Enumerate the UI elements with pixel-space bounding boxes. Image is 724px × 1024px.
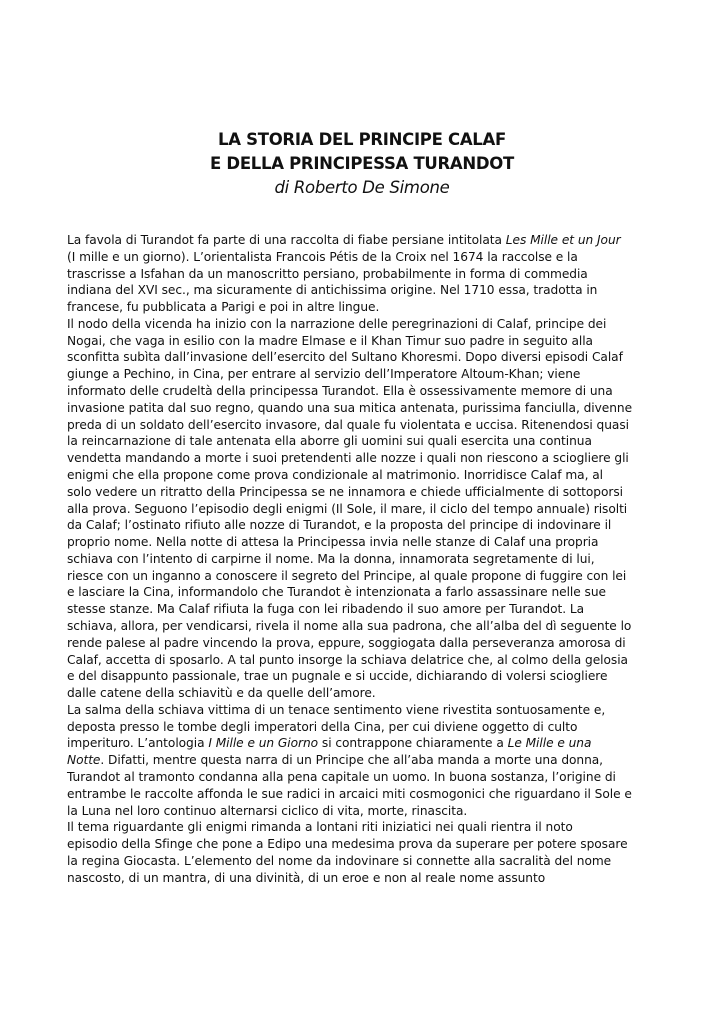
- text-run: entrambe le raccolte affonda le sue radici in arcaici miti cosmogonici che riguardano il Sole e: [67, 786, 632, 801]
- text-run: invasione patita dal suo regno, quando una sua mitica antenata, purissima fanciulla, divenne: [67, 400, 633, 415]
- text-run: sconfitta subìta dall’invasione dell’esercito del Sultano Khoresmi. Dopo diversi episodi Calaf: [67, 350, 623, 365]
- text-run: deposta presso le tombe degli imperatori della Cina, per cui diviene oggetto di culto: [67, 719, 578, 734]
- document-title-line-1: LA STORIA DEL PRINCIPE CALAF: [218, 130, 506, 149]
- text-line: [67, 668, 667, 685]
- text-run: stesse stanze. Ma Calaf rifiuta la fuga con lei ribadendo il suo amore per Turandot. La: [67, 602, 585, 617]
- text-run: preda di un soldato dell’esercito invasore, dal quale fu violentata e uccisa. Ritenendosi quasi: [67, 417, 629, 432]
- text-run: la Luna nel loro continuo alternarsi ciclico di vita, morte, rinascita.: [67, 803, 468, 818]
- text-line: [67, 249, 667, 266]
- text-run: si contrappone chiaramente a: [318, 736, 508, 751]
- text-run: solo vedere un ritratto della Principessa se ne innamora e chiede ufficialmente di sottoporsi: [67, 484, 623, 499]
- italic-title-run: Les Mille et un Jour: [505, 233, 621, 247]
- text-run: Turandot al tramonto condanna alla pena capitale un uomo. In buona sostanza, l’origine di: [67, 770, 616, 784]
- text-run: la regina Giocasta. L’elemento del nome da indovinare si connette alla sacralità del nome: [67, 853, 612, 868]
- text-run: e lasciare la Cina, informandolo che Turandot è intenzionata a farlo assassinare nelle sue: [67, 585, 606, 600]
- italic-title-run: Notte: [67, 753, 101, 768]
- text-line: [67, 853, 667, 870]
- text-run: e del disappunto passionale, trae un pugnale e si uccide, dichiarando di volersi sciogliere: [67, 669, 608, 684]
- text-run: vendetta mandando a morte i suoi pretendenti alle nozze i quali non riescono a sciogliere gli: [67, 451, 629, 466]
- text-run: giunge a Pechino, in Cina, per entrare al servizio dell’Imperatore Altoum-Khan; viene: [67, 367, 581, 382]
- text-line: [67, 232, 667, 249]
- text-line: [67, 769, 667, 786]
- paragraph: [67, 232, 667, 316]
- text-line: [67, 417, 667, 434]
- text-line: [67, 803, 667, 820]
- text-run: trascrisse a Isfahan da un manoscritto persiano, probabilmente in forma di commedia: [67, 266, 588, 281]
- text-line: [67, 383, 667, 400]
- text-line: [67, 719, 667, 736]
- text-line: [67, 501, 667, 518]
- text-run: alla prova. Seguono l’episodio degli enigmi (Il Sole, il mare, il ciclo del tempo annuale) risolti: [67, 501, 628, 516]
- text-run: proprio nome. Nella notte di attesa la Principessa invia nelle stanze di Calaf una propria: [67, 535, 599, 550]
- text-line: [67, 652, 667, 669]
- text-line: [67, 282, 667, 299]
- text-run: episodio della Sfinge che pone a Edipo una medesima prova da superare per potere sposare: [67, 837, 628, 852]
- text-line: [67, 551, 667, 568]
- text-run: nascosto, di un mantra, di una divinità, di un eroe e non al reale nome assunto: [67, 870, 546, 885]
- text-line: [67, 366, 667, 383]
- text-run: (I mille e un giorno). L’orientalista Francois Pétis de la Croix nel 1674 la raccolse e la: [67, 249, 578, 264]
- text-run: rende palese al padre vincendo la prova, eppure, soggiogata dalla perseveranza amorosa di: [67, 635, 626, 650]
- text-line: [67, 349, 667, 366]
- text-line: [67, 316, 667, 333]
- paragraph: [67, 819, 667, 886]
- text-line: [67, 433, 667, 450]
- text-run: schiava con l’intento di carpirne il nome. Ma la donna, innamorata segretamente di lui,: [67, 551, 595, 566]
- text-line: [67, 836, 667, 853]
- text-line: [67, 299, 667, 316]
- body-text: [67, 232, 667, 886]
- text-run: . Difatti, mentre questa narra di un Principe che all’aba manda a morte una donna,: [100, 753, 604, 768]
- text-run: la reincarnazione di tale antenata ella aborre gli uomini sui quali esercita una continua: [67, 434, 592, 449]
- text-run: Il tema riguardante gli enigmi rimanda a lontani riti iniziatici nei quali rientra il noto: [67, 820, 573, 835]
- text-line: [67, 635, 667, 652]
- text-run: La salma della schiava vittima di un tenace sentimento viene rivestita sontuosamente e,: [67, 702, 606, 717]
- text-run: Il nodo della vicenda ha inizio con la narrazione delle peregrinazioni di Calaf, principe dei: [67, 316, 607, 331]
- document-title-line-2: E DELLA PRINCIPESSA TURANDOT: [210, 154, 514, 173]
- text-line: [67, 752, 667, 769]
- text-run: riesce con un inganno a conoscere il segreto del Principe, al quale propone di fuggire con lei: [67, 568, 627, 583]
- text-line: [67, 484, 667, 501]
- text-run: enigmi che ella propone come prova condizionale al matrimonio. Inorridisce Calaf ma, al: [67, 467, 603, 482]
- text-run: da Calaf; l’ostinato rifiuto alle nozze di Turandot, e la proposta del principe di indovinare il: [67, 518, 612, 533]
- text-run: dalle catene della schiavitù e da quelle dell’amore.: [67, 686, 376, 701]
- text-run: informato delle crudeltà della principessa Turandot. Ella è ossessivamente memore di una: [67, 384, 613, 399]
- italic-title-run: Le Mille e una: [507, 736, 592, 751]
- paragraph: [67, 316, 667, 702]
- title-block: [0, 128, 724, 200]
- text-line: [67, 568, 667, 585]
- text-line: [67, 735, 667, 752]
- text-line: [67, 819, 667, 836]
- text-line: [67, 786, 667, 803]
- text-run: francese, fu pubblicata a Parigi e poi in altre lingue.: [67, 300, 380, 315]
- text-line: [67, 534, 667, 551]
- text-line: [67, 601, 667, 618]
- text-line: [67, 517, 667, 534]
- text-line: [67, 266, 667, 283]
- document-author-subtitle: di Roberto De Simone: [274, 178, 450, 197]
- paragraph: [67, 702, 667, 819]
- text-run: Calaf, accetta di sposarlo. A tal punto insorge la schiava delatrice che, al colmo della gelosia: [67, 652, 628, 667]
- italic-title-run: I Mille e un Giorno: [208, 736, 319, 751]
- text-run: La favola di Turandot fa parte di una raccolta di fiabe persiane intitolata: [67, 233, 506, 247]
- text-line: [67, 584, 667, 601]
- text-run: indiana del XVI sec., ma sicuramente di antichissima origine. Nel 1710 essa, tradotta in: [67, 283, 598, 298]
- text-line: [67, 618, 667, 635]
- text-run: imperituro. L’antologia: [67, 736, 209, 751]
- text-line: [67, 450, 667, 467]
- text-run: schiava, allora, per vendicarsi, rivela il nome alla sua padrona, che all’alba del dì seguente lo: [67, 618, 632, 633]
- text-line: [67, 870, 667, 887]
- text-line: [67, 685, 667, 702]
- text-line: [67, 400, 667, 417]
- text-line: [67, 467, 667, 484]
- text-line: [67, 702, 667, 719]
- text-line: [67, 333, 667, 350]
- text-run: Nogai, che vaga in esilio con la madre Elmase e il Khan Timur suo padre in seguito alla: [67, 333, 593, 348]
